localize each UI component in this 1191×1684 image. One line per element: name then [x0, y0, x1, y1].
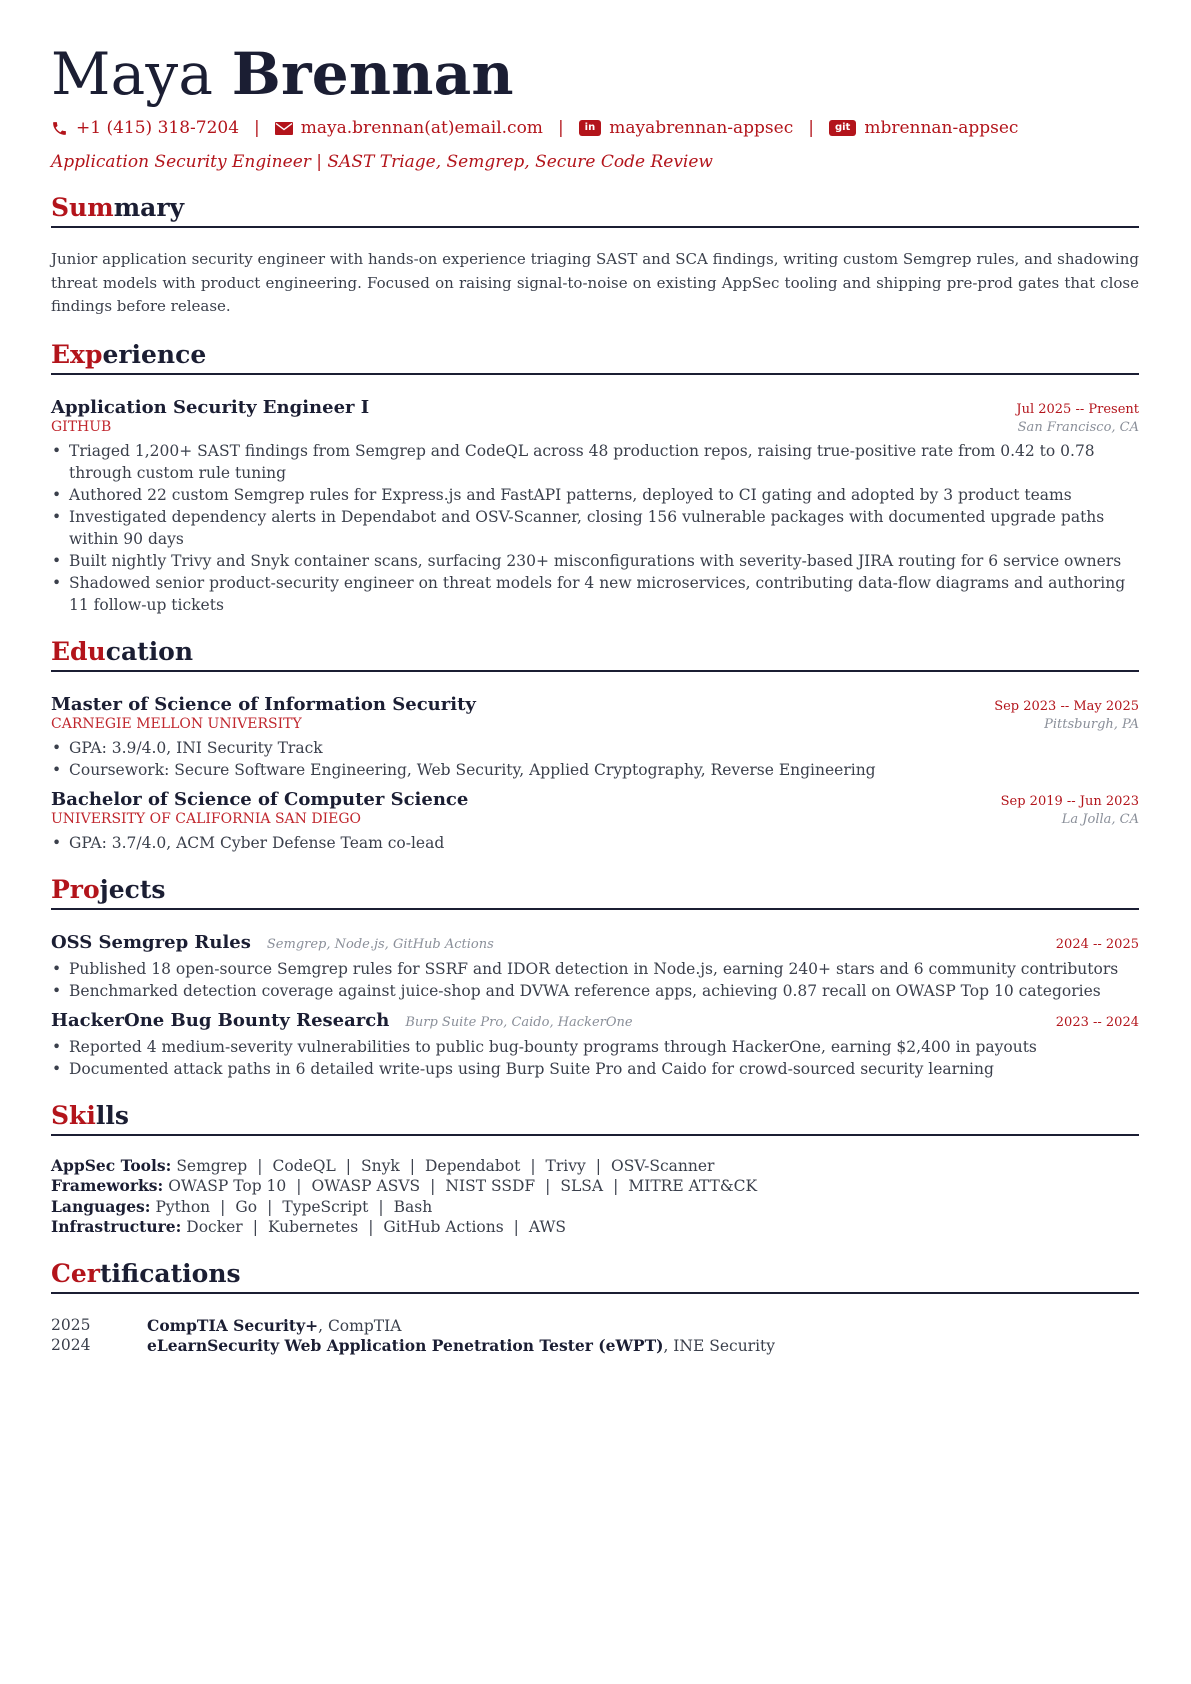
experience-section [51, 339, 1139, 616]
phone-icon [51, 120, 68, 137]
project-title: OSS Semgrep Rules [51, 931, 251, 953]
bullet-item: • Shadowed senior product-security engineer on threat models for 4 new microservices, contributing data-flow diagrams and authoring 11 follow-up tickets [51, 572, 1139, 616]
skill-category: Infrastructure: [51, 1217, 182, 1236]
contact-separator: | [254, 118, 260, 138]
candidate-name [51, 36, 1139, 112]
contact-separator: | [557, 118, 564, 138]
linkedin-item[interactable] [579, 118, 794, 138]
skill-item: Dependabot [424, 1156, 521, 1175]
degree-dates: Sep 2023 -- May 2025 [994, 698, 1139, 714]
skill-item: AWS [528, 1218, 567, 1236]
phone-number: +1 (415) 318-7204 [76, 118, 240, 138]
job-dates: Jul 2025 -- Present [1016, 401, 1139, 417]
cert-issuer: , INE Security [663, 1337, 776, 1355]
experience-entry [51, 397, 1139, 616]
skill-item: NIST SSDF [445, 1177, 536, 1195]
skill-category: Languages: [51, 1196, 151, 1216]
skill-item: OWASP Top 10 [168, 1177, 287, 1195]
bullet-item: • GPA: 3.9/4.0, INI Security Track [51, 737, 1139, 759]
envelope-icon [275, 122, 293, 135]
bullet-item: • Documented attack paths in 6 detailed write-ups using Burp Suite Pro and Caido for crowd-sourced security learning [51, 1058, 1139, 1080]
project-title: HackerOne Bug Bounty Research [51, 1009, 390, 1031]
first-name: Maya [51, 40, 214, 108]
education-section [51, 636, 1139, 854]
cert-name: CompTIA Security+ [147, 1315, 319, 1335]
summary-text: Junior application security engineer with hands-on experience triaging SAST and SCA findings, writing custom Semgrep rules, and shadowing threat models with product engineering. Focused on raising signal-to-noise on existing AppSec tooling and shipping pre-prod gates that close findings before release. [51, 250, 1139, 315]
phone-item[interactable] [51, 118, 239, 138]
skill-item: CodeQL [272, 1156, 336, 1175]
skill-item: Bash [393, 1197, 433, 1216]
skill-item: Go [235, 1197, 258, 1216]
skill-item: GitHub Actions [383, 1218, 504, 1236]
bullet-item: • Investigated dependency alerts in Dependabot and OSV-Scanner, closing 156 vulnerable packages with documented upgrade paths within 90 days [51, 506, 1139, 550]
summary-section [51, 192, 1139, 319]
cert-issuer: , CompTIA [318, 1316, 402, 1335]
project-tech: Burp Suite Pro, Caido, HackerOne [405, 1014, 633, 1030]
section-title: Summary [51, 192, 1139, 228]
section-title: Certifications [51, 1258, 1139, 1294]
skill-row: Languages: Python | Go | TypeScript | Bash [51, 1196, 433, 1216]
email-address: maya.brennan(at)email.com [300, 118, 543, 138]
skill-row: Infrastructure: Docker | Kubernetes | GitHub Actions | AWS [51, 1217, 567, 1236]
education-entry [51, 694, 1139, 781]
section-title: Experience [51, 339, 1139, 375]
bullet-item: • Published 18 open-source Semgrep rules for SSRF and IDOR detection in Node.js, earning 240+ stars and 6 community contributors [51, 958, 1139, 980]
skill-item: Trivy [545, 1156, 586, 1175]
projects-section [51, 874, 1139, 1080]
section-title: Skills [51, 1100, 1139, 1136]
cert-row [51, 1316, 1139, 1337]
cert-row [51, 1336, 1139, 1357]
skill-item: Semgrep [176, 1156, 248, 1175]
github-item[interactable] [829, 118, 1019, 138]
last-name: Brennan [231, 40, 514, 108]
project-dates: 2023 -- 2024 [1055, 1014, 1139, 1030]
school-name: UNIVERSITY OF CALIFORNIA SAN DIEGO [51, 810, 362, 827]
email-item[interactable] [275, 118, 543, 138]
skills-list [51, 1156, 1139, 1238]
cert-year: 2025 [51, 1315, 91, 1334]
job-location: San Francisco, CA [1017, 419, 1139, 435]
skill-item: OWASP ASVS [311, 1177, 421, 1195]
skill-item: Snyk [361, 1156, 400, 1175]
linkedin-handle: mayabrennan-appsec [609, 118, 794, 138]
skill-item: SLSA [560, 1177, 604, 1195]
degree-dates: Sep 2019 -- Jun 2023 [1000, 793, 1139, 809]
github-handle: mbrennan-appsec [864, 118, 1019, 138]
school-location: La Jolla, CA [1061, 811, 1139, 827]
skill-item: MITRE ATT&CK [628, 1177, 758, 1195]
bullet-item: • Benchmarked detection coverage against juice-shop and DVWA reference apps, achieving 0.87 recall on OWASP Top 10 categories [51, 980, 1139, 1002]
degree-title: Master of Science of Information Security [51, 693, 476, 715]
skill-item: Python [155, 1197, 211, 1216]
bullet-item: • Triaged 1,200+ SAST findings from Semgrep and CodeQL across 48 production repos, raising true-positive rate from 0.42 to 0.78 through custom rule tuning [51, 440, 1139, 484]
school-location: Pittsburgh, PA [1044, 716, 1139, 732]
bullet-list [51, 1036, 1139, 1080]
linkedin-icon: in [579, 120, 602, 136]
skill-row: Frameworks: OWASP Top 10 | OWASP ASVS | NIST SSDF | SLSA | MITRE ATT&CK [51, 1176, 758, 1195]
project-entry [51, 932, 1139, 1002]
tagline: Application Security Engineer | SAST Triage, Semgrep, Secure Code Review [51, 152, 713, 172]
skill-category: Frameworks: [51, 1176, 164, 1195]
skill-item: Docker [186, 1218, 243, 1236]
degree-title: Bachelor of Science of Computer Science [51, 788, 469, 810]
bullet-list [51, 832, 1139, 854]
bullet-item: • Built nightly Trivy and Snyk container scans, surfacing 230+ misconfigurations with severity-based JIRA routing for 6 service owners [51, 550, 1139, 572]
education-entry [51, 789, 1139, 854]
contact-line [51, 118, 1139, 138]
certifications-list [51, 1316, 1139, 1357]
project-dates: 2024 -- 2025 [1055, 936, 1139, 952]
skill-item: TypeScript [282, 1197, 369, 1216]
bullet-item: • GPA: 3.7/4.0, ACM Cyber Defense Team co-lead [51, 832, 1139, 854]
job-title: Application Security Engineer I [51, 396, 370, 418]
skills-section [51, 1100, 1139, 1238]
github-icon: git [829, 120, 856, 136]
bullet-item: • Coursework: Secure Software Engineering, Web Security, Applied Cryptography, Reverse Engineering [51, 759, 1139, 781]
school-name: CARNEGIE MELLON UNIVERSITY [51, 715, 302, 732]
cert-name: eLearnSecurity Web Application Penetration Tester (eWPT) [147, 1336, 664, 1355]
project-entry [51, 1010, 1139, 1080]
bullet-item: • Authored 22 custom Semgrep rules for Express.js and FastAPI patterns, deployed to CI gating and adopted by 3 product teams [51, 484, 1139, 506]
section-title: Education [51, 636, 1139, 672]
certifications-section [51, 1258, 1139, 1357]
employer: GITHUB [51, 418, 112, 435]
contact-separator: | [808, 118, 814, 138]
bullet-list [51, 958, 1139, 1002]
skill-item: Kubernetes [267, 1218, 359, 1236]
bullet-list [51, 737, 1139, 781]
project-tech: Semgrep, Node.js, GitHub Actions [266, 936, 494, 952]
section-title: Projects [51, 874, 1139, 910]
skill-row: AppSec Tools: Semgrep | CodeQL | Snyk | Dependabot | Trivy | OSV-Scanner [51, 1155, 715, 1175]
cert-year: 2024 [51, 1336, 91, 1354]
bullet-item: • Reported 4 medium-severity vulnerabilities to public bug-bounty programs through HackerOne, earning $2,400 in payouts [51, 1036, 1139, 1058]
skill-category: AppSec Tools: [51, 1155, 172, 1175]
bullet-list [51, 440, 1139, 616]
skill-item: OSV-Scanner [611, 1156, 715, 1175]
